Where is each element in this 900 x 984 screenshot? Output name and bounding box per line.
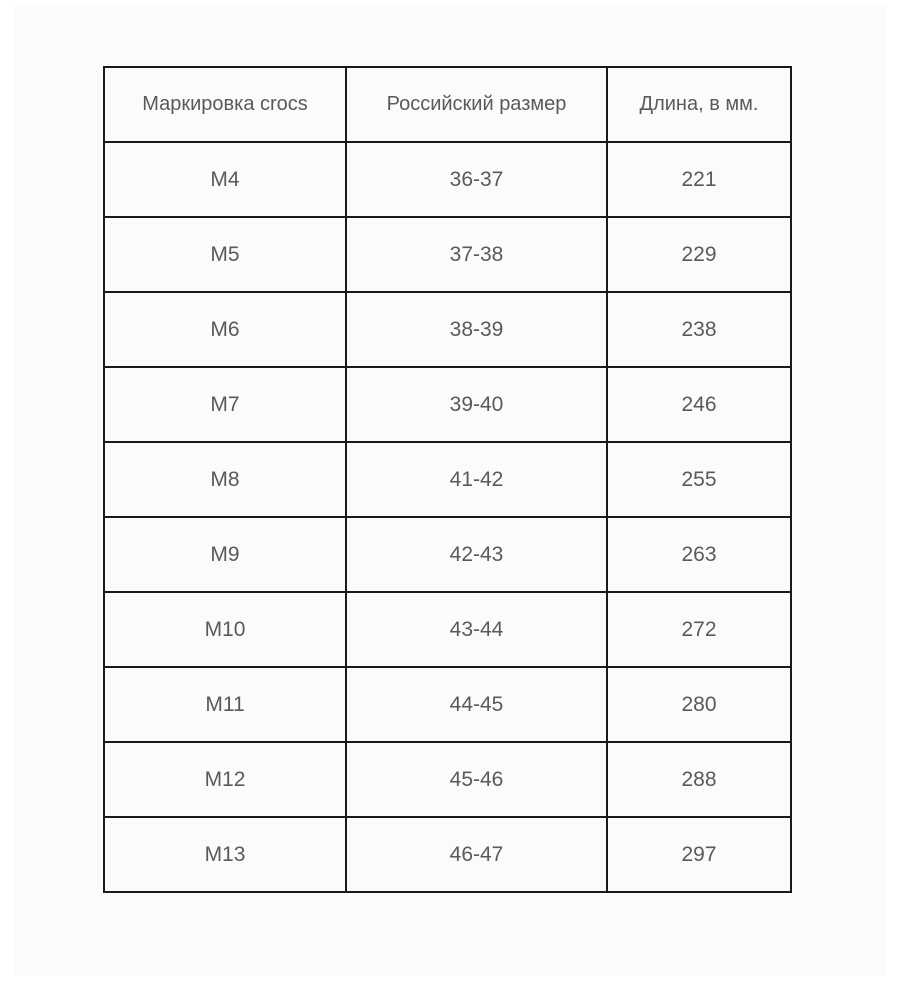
header-length-mm: Длина, в мм. (607, 67, 791, 142)
cell-length: 221 (607, 142, 791, 217)
cell-marking: M11 (104, 667, 346, 742)
cell-russian-size: 46-47 (346, 817, 607, 892)
cell-russian-size: 38-39 (346, 292, 607, 367)
cell-length: 288 (607, 742, 791, 817)
table-row (104, 292, 791, 367)
table-row (104, 592, 791, 667)
table-row (104, 217, 791, 292)
cell-length: 255 (607, 442, 791, 517)
table-row (104, 142, 791, 217)
cell-marking: M12 (104, 742, 346, 817)
cell-russian-size: 39-40 (346, 367, 607, 442)
cell-length: 229 (607, 217, 791, 292)
cell-marking: M13 (104, 817, 346, 892)
table-header-row (104, 67, 791, 142)
table-row (104, 817, 791, 892)
table-row (104, 367, 791, 442)
table-row (104, 442, 791, 517)
table-row (104, 742, 791, 817)
cell-marking: M10 (104, 592, 346, 667)
cell-russian-size: 45-46 (346, 742, 607, 817)
cell-marking: M4 (104, 142, 346, 217)
table-row (104, 517, 791, 592)
cell-russian-size: 42-43 (346, 517, 607, 592)
cell-marking: M8 (104, 442, 346, 517)
cell-length: 297 (607, 817, 791, 892)
cell-length: 238 (607, 292, 791, 367)
header-russian-size: Российский размер (346, 67, 607, 142)
cell-length: 263 (607, 517, 791, 592)
cell-russian-size: 43-44 (346, 592, 607, 667)
cell-length: 272 (607, 592, 791, 667)
cell-russian-size: 41-42 (346, 442, 607, 517)
cell-length: 280 (607, 667, 791, 742)
cell-marking: M5 (104, 217, 346, 292)
header-marking: Маркировка crocs (104, 67, 346, 142)
cell-length: 246 (607, 367, 791, 442)
cell-marking: M9 (104, 517, 346, 592)
table-row (104, 667, 791, 742)
cell-marking: M6 (104, 292, 346, 367)
size-table (103, 66, 792, 893)
cell-russian-size: 37-38 (346, 217, 607, 292)
cell-marking: M7 (104, 367, 346, 442)
cell-russian-size: 44-45 (346, 667, 607, 742)
cell-russian-size: 36-37 (346, 142, 607, 217)
